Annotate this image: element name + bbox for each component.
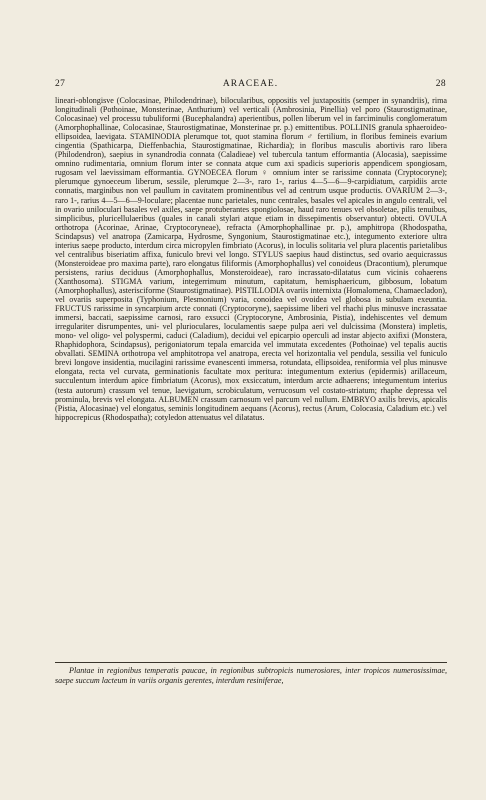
page-number-right: 28 (435, 79, 446, 89)
description-text (55, 96, 447, 422)
page-number-left: 27 (55, 79, 66, 89)
body-paragraph: lineari-oblongisve (Colocasinae, Philodendrinae), bilocularibus, oppositis vel juxtapositis (semper in synandriis), rima longitudinali (Pothoinae, Monsterinae, Anthurium) vel verticali (Ambrosinia, Pinellia) vel poro (Staurostigmatinae, Colocasinae) vel processu tubuliformi (Bucephalandra) aperientibus, pollen liberum vel in farciminulis conglomeratum (Amorphophallinae, Colocasinae, Staurostigmatinae, Monsterinae pr. p.) emittentibus. POLLINIS granula sphaeroideo-ellipsoidea, laevigata. STAMINODIA plerumque tot, quot stamina florum ♂ fertilium, in floribus femineis evarium cingentia (Spathicarpa, Dieffenbachia, Staurostigmatinae, Richardia); in floribus masculis abortivis raro libera (Philodendron), saepius in synandrodia connata (Caladieae) vel tubercula tantum efformantia (Alocasia), saepissime omnino rudimentaria, omnium florum inter se connata atque cum axi spadicis superioris appendicem spongiosam, rugosam vel laevissimam efformantia. GYNOECEA florum ♀ omnium inter se rarissime connata (Cryptocoryne); plerumque gynoeceum liberum, sessile, plerumque 2—3-, raro 1-, rarius 4—5—6—9-carpidiatum, carpidiis arcte connatis, marginibus non vel paullum in cavitatem prominentibus vel ad centrum usque productis. OVARIUM 2—3-, raro 1-, rarius 4—5—6—9-loculare; placentae nunc parietales, nunc centrales, basales vel apicales in angulo centrali, vel in ovario uniloculari basales vel axiles, saepe protuberantes spongiolosae, haud raro tenues vel obsoletae, pilis tenuibus, simplicibus, pluricellulaeribus (quales in canali stylari atque etiam in dissepimentis observantur) obtecti. OVULA orthotropa (Acorinae, Arinae, Cryptocoryneae), refracta (Amorphophallinae pr. p.), amphitropa (Rhodospatha, Scindapsus) vel anatropa (Zamicarpa, Hydrosme, Syngonium, Staurostigmatinae etc.), integumento exteriore ultra interius saepe producto, interdum circa micropylen fimbriato (Acorus), in loculis solitaria vel plura placentis parietalibus vel centralibus biseriatim affixa, funiculo brevi vel longo. STYLUS saepius haud distinctus, sed ovario aequicrassus (Monsteroideae pro maxima parte), raro elongatus filiformis (Amorphophallus) vel conoideus (Dracontium), plerumque persistens, rarius deciduus (Amorphophallus, Monsteroideae), raro incrassato-dilatatus cum vicinis cohaerens (Xanthosoma). STIGMA varium, integerrimum minutum, capitatum, hemisphaericum, gibbosum, lobatum (Amorphophallus), asterisciforme (Staurostigmatinae). PISTILLODIA ovariis internixta (Homalomena, Chamaecladon), vel ovariis superposita (Typhonium, Plesmonium) varia, conoidea vel ovoidea vel globosa in subulam exeuntia. FRUCTUS rarissime in syncarpium arcte connati (Cryptocoryne), saepissime liberi vel rhachi plus minusve incrassatae immersi, baccati, saepissime carnosi, raro exsucci (Cryptocoryne, Ambrosinia, Pistia), indehiscentes vel demum irregulariter disrumpentes, uni- vel plurioculares, loculamentis saepe pulpa aeri vel dulcissima (Monstera) impletis, mono- vel oligo- vel polyspermi, caduci (Caladium), decidui vel epicarpio operculi ad instar abjecto axifixi (Monstera, Rhaphidophora, Scindapsus), perigoniatorum tepala emarcida vel immutata excedentes (Pothoinae) vel tepalis auctis obvallati. SEMINA orthotropa vel amphitotropa vel anatropa, erecta vel horizontalia vel pendula, sessilia vel funiculo brevi longove insidentia, mucilagini rarissime evanescenti immersa, rotundata, ellipsoidea, reniformia vel plus minusve elongata, recta vel curvata, germinationis facultate mox peritura: integumentum exterius (epidermis) arillaceum, succulentum interdum apice fimbriatum (Acorus), mox exsiccatum, interdum arcte adhaerens; integumentum interius (testa autorum) crassum vel tenue, laevigatum, scrobiculatum, verrucosum vel costato-striatum; rhaphe depressa vel prominula, brevis vel elongata. ALBUMEN crassum carnosum vel parcum vel nullum. EMBRYO axilis brevis, apicalis (Pistia, Alocasinae) vel elongatus, seminis longitudinem aequans (Acorus), rectus (Arum, Colocasia, Caladium etc.) vel hippocrepicus (Rhodospatha); cotyledon attenuatus vel dilatatus. (55, 96, 447, 422)
section-divider (55, 662, 447, 663)
running-header (55, 79, 446, 93)
running-title: ARACEAE. (222, 79, 279, 89)
footer-paragraph: Plantae in regionibus temperatis paucae, in regionibus subtropicis numerosiores, inter tropicos numerosissimae, saepe succum lacteum in variis organis gerentes, interdum resiniferae, (55, 666, 447, 685)
distribution-note (55, 666, 447, 686)
